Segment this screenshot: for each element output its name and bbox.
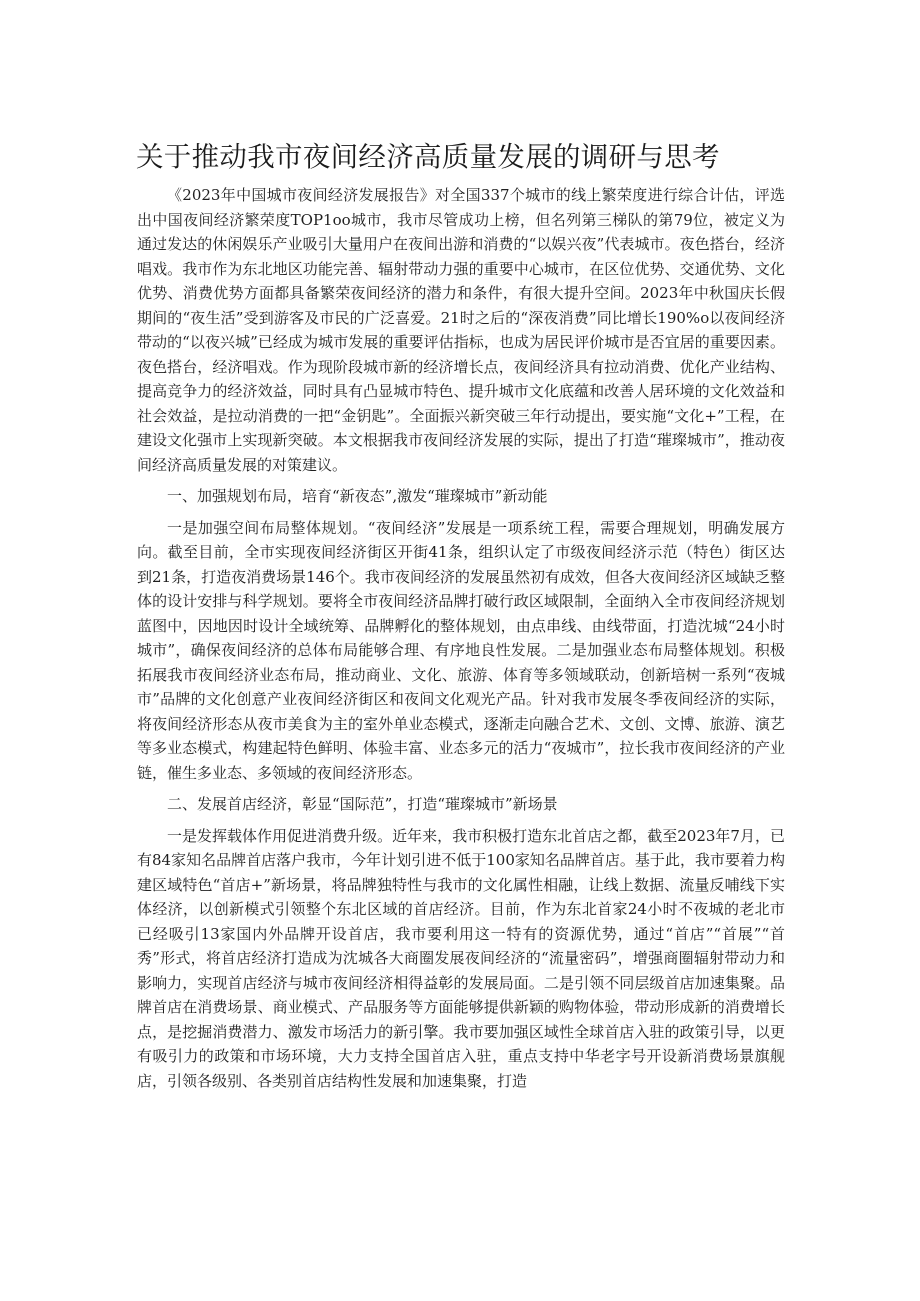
section-2-paragraph: 一是发挥载体作用促进消费升级。近年来，我市积极打造东北首店之都，截至2023年7月，已有84家知名品牌首店落户我市，今年计划引进不低于100家知名品牌首店。基于此，我市要着力构建区域特色“首店+”新场景，将品牌独特性与我市的文化属性相融，让线上数据、流量反哺线下实体经济，以创新模式引领整个东北区域的首店经济。目前，作为东北首家24小时不夜城的老北市已经吸引13家国内外品牌开设首店，我市要利用这一特有的资源优势，通过“首店”“首展”“首秀”形式，将首店经济打造成为沈城各大商圈发展夜间经济的“流量密码”，增强商圈辐射带动力和影响力，实现首店经济与城市夜间经济相得益彰的发展局面。二是引领不同层级首店加速集聚。品牌首店在消费场景、商业模式、产品服务等方面能够提供新颖的购物体验，带动形成新的消费增长点，是挖掘消费潜力、激发市场活力的新引擎。我市要加强区域性全球首店入驻的政策引导，以更有吸引力的政策和市场环境，大力支持全国首店入驻，重点支持中华老字号开设新消费场景旗舰店，引领各级别、各类别首店结构性发展和加速集聚，打造 — [137, 826, 785, 1090]
intro-paragraph: 《2023年中国城市夜间经济发展报告》对全国337个城市的线上繁荣度进行综合计估，评选出中国夜间经济繁荣度TOP1oo城市，我市尽管成功上榜，但名列第三梯队的第79位，被定义为通过发达的休闲娱乐产业吸引大量用户在夜间出游和消费的“以娱兴夜”代表城市。夜色搭台，经济唱戏。我市作为东北地区功能完善、辐射带动力强的重要中心城市，在区位优势、交通优势、文化优势、消费优势方面都具备繁荣夜间经济的潜力和条件，有很大提升空间。2023年中秋国庆长假期间的“夜生活”受到游客及市民的广泛喜爱。21时之后的“深夜消费”同比增长190%o以夜间经济带动的“以夜兴城”已经成为城市发展的重要评估指标，也成为居民评价城市是否宜居的重要因素。夜色搭台，经济唱戏。作为现阶段城市新的经济增长点，夜间经济具有拉动消费、优化产业结构、提高竞争力的经济效益，同时具有凸显城市特色、提升城市文化底蕴和改善人居环境的文化效益和社会效益，是拉动消费的一把“金钥匙”。全面振兴新突破三年行动提出，要实施“文化+”工程，在建设文化强市上实现新突破。本文根据我市夜间经济发展的实际，提出了打造“璀璨城市”，推动夜间经济高质量发展的对策建议。 — [137, 186, 785, 474]
section-heading-2: 二、发展首店经济，彰显“国际范”，打造“璀璨城市”新场景 — [167, 795, 558, 813]
document-title: 关于推动我市夜间经济高质量发展的调研与思考 — [136, 141, 720, 173]
document-body — [137, 183, 785, 1093]
section-heading-1: 一、加强规划布局，培育“新夜态”,激发“璀璨城市”新动能 — [167, 487, 548, 505]
section-1-paragraph: 一是加强空间布局整体规划。“夜间经济”发展是一项系统工程，需要合理规划，明确发展方向。截至目前，全市实现夜间经济街区开街41条，组织认定了市级夜间经济示范（特色）街区达到21条，打造夜消费场景146个。我市夜间经济的发展虽然初有成效，但各大夜间经济区域缺乏整体的设计安排与科学规划。要将全市夜间经济品牌打破行政区域限制，全面纳入全市夜间经济规划蓝图中，因地因时设计全域统筹、品牌孵化的整体规划，由点串线、由线带面，打造沈城“24小时城市”，确保夜间经济的总体布局能够合理、有序地良性发展。二是加强业态布局整体规划。积极拓展我市夜间经济业态布局，推动商业、文化、旅游、体育等多领域联动，创新培树一系列“夜城市”品牌的文化创意产业夜间经济街区和夜间文化观光产品。针对我市发展冬季夜间经济的实际，将夜间经济形态从夜市美食为主的室外单业态模式，逐渐走向融合艺术、文创、文博、旅游、演艺等多业态模式，构建起特色鲜明、体验丰富、业态多元的活力“夜城市”，拉长我市夜间经济的产业链，催生多业态、多领域的夜间经济形态。 — [137, 518, 785, 782]
